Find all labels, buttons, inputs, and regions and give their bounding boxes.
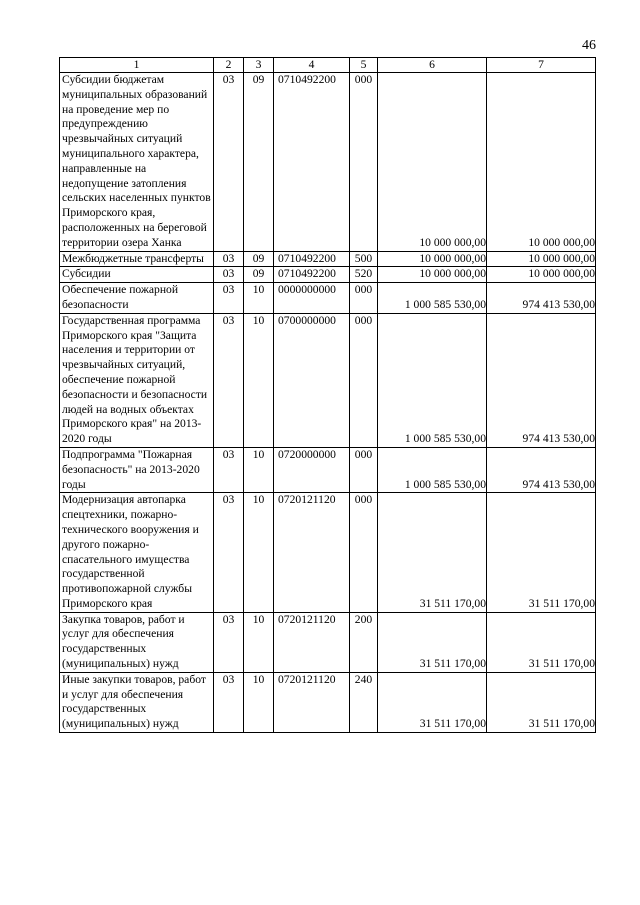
header-cell: 5 [350,58,378,73]
target-article-cell: 0720121120 [274,612,350,672]
subsection-code-cell: 10 [244,493,274,612]
table-row [60,267,596,283]
budget-table [59,57,596,733]
row-name-cell: Закупка товаров, работ и услуг для обеспечения государственных (муниципальных) нужд [60,612,214,672]
amount-col6-cell: 10 000 000,00 [378,251,487,267]
section-code-cell: 03 [214,251,244,267]
table-row [60,313,596,447]
subsection-code-cell: 10 [244,447,274,492]
expense-type-cell: 000 [350,493,378,612]
header-cell: 3 [244,58,274,73]
section-code-cell: 03 [214,493,244,612]
header-cell: 2 [214,58,244,73]
section-code-cell: 03 [214,313,244,447]
amount-col6-cell: 31 511 170,00 [378,672,487,732]
section-code-cell: 03 [214,283,244,314]
expense-type-cell: 000 [350,73,378,252]
expense-type-cell: 200 [350,612,378,672]
table-row [60,251,596,267]
amount-col7-cell: 974 413 530,00 [487,313,596,447]
target-article-cell: 0720121120 [274,672,350,732]
page-number: 46 [582,38,596,53]
target-article-cell: 0710492200 [274,267,350,283]
header-cell: 7 [487,58,596,73]
header-cell: 6 [378,58,487,73]
amount-col6-cell: 31 511 170,00 [378,493,487,612]
amount-col7-cell: 10 000 000,00 [487,73,596,252]
amount-col7-cell: 31 511 170,00 [487,493,596,612]
section-code-cell: 03 [214,447,244,492]
table-row [60,283,596,314]
row-name-cell: Межбюджетные трансферты [60,251,214,267]
amount-col6-cell: 1 000 585 530,00 [378,313,487,447]
amount-col6-cell: 31 511 170,00 [378,612,487,672]
header-cell: 4 [274,58,350,73]
row-name-cell: Обеспечение пожарной безопасности [60,283,214,314]
expense-type-cell: 520 [350,267,378,283]
row-name-cell: Иные закупки товаров, работ и услуг для обеспечения государственных (муниципальных) нужд [60,672,214,732]
amount-col7-cell: 10 000 000,00 [487,251,596,267]
amount-col7-cell: 31 511 170,00 [487,672,596,732]
expense-type-cell: 000 [350,447,378,492]
section-code-cell: 03 [214,73,244,252]
table-row [60,672,596,732]
amount-col7-cell: 974 413 530,00 [487,283,596,314]
expense-type-cell: 240 [350,672,378,732]
expense-type-cell: 000 [350,313,378,447]
amount-col6-cell: 10 000 000,00 [378,267,487,283]
amount-col6-cell: 1 000 585 530,00 [378,447,487,492]
amount-col7-cell: 10 000 000,00 [487,267,596,283]
row-name-cell: Субсидии [60,267,214,283]
subsection-code-cell: 10 [244,672,274,732]
target-article-cell: 0710492200 [274,251,350,267]
row-name-cell: Субсидии бюджетам муниципальных образований на проведение мер по предупреждению чрезвычайных ситуаций муниципального характера, направленные на недопущение затопления сельских населенных пунктов Приморского края, расположенных на береговой территории озера Ханка [60,73,214,252]
subsection-code-cell: 09 [244,73,274,252]
subsection-code-cell: 09 [244,251,274,267]
table-header-row [60,58,596,73]
amount-col7-cell: 974 413 530,00 [487,447,596,492]
table-row [60,612,596,672]
header-cell: 1 [60,58,214,73]
table-row [60,73,596,252]
table-row [60,493,596,612]
row-name-cell: Подпрограмма "Пожарная безопасность" на 2013-2020 годы [60,447,214,492]
section-code-cell: 03 [214,612,244,672]
target-article-cell: 0710492200 [274,73,350,252]
expense-type-cell: 000 [350,283,378,314]
expense-type-cell: 500 [350,251,378,267]
target-article-cell: 0000000000 [274,283,350,314]
subsection-code-cell: 10 [244,313,274,447]
target-article-cell: 0720121120 [274,493,350,612]
amount-col7-cell: 31 511 170,00 [487,612,596,672]
amount-col6-cell: 1 000 585 530,00 [378,283,487,314]
table-row [60,447,596,492]
section-code-cell: 03 [214,267,244,283]
section-code-cell: 03 [214,672,244,732]
amount-col6-cell: 10 000 000,00 [378,73,487,252]
subsection-code-cell: 09 [244,267,274,283]
target-article-cell: 0700000000 [274,313,350,447]
row-name-cell: Государственная программа Приморского края "Защита населения и территории от чрезвычайных ситуаций, обеспечение пожарной безопасности и безопасности людей на водных объектах Приморского края" на 2013-2020 годы [60,313,214,447]
target-article-cell: 0720000000 [274,447,350,492]
subsection-code-cell: 10 [244,283,274,314]
row-name-cell: Модернизация автопарка спецтехники, пожарно-технического вооружения и другого пожарно-спасательного имущества государственной противопожарной службы Приморского края [60,493,214,612]
subsection-code-cell: 10 [244,612,274,672]
